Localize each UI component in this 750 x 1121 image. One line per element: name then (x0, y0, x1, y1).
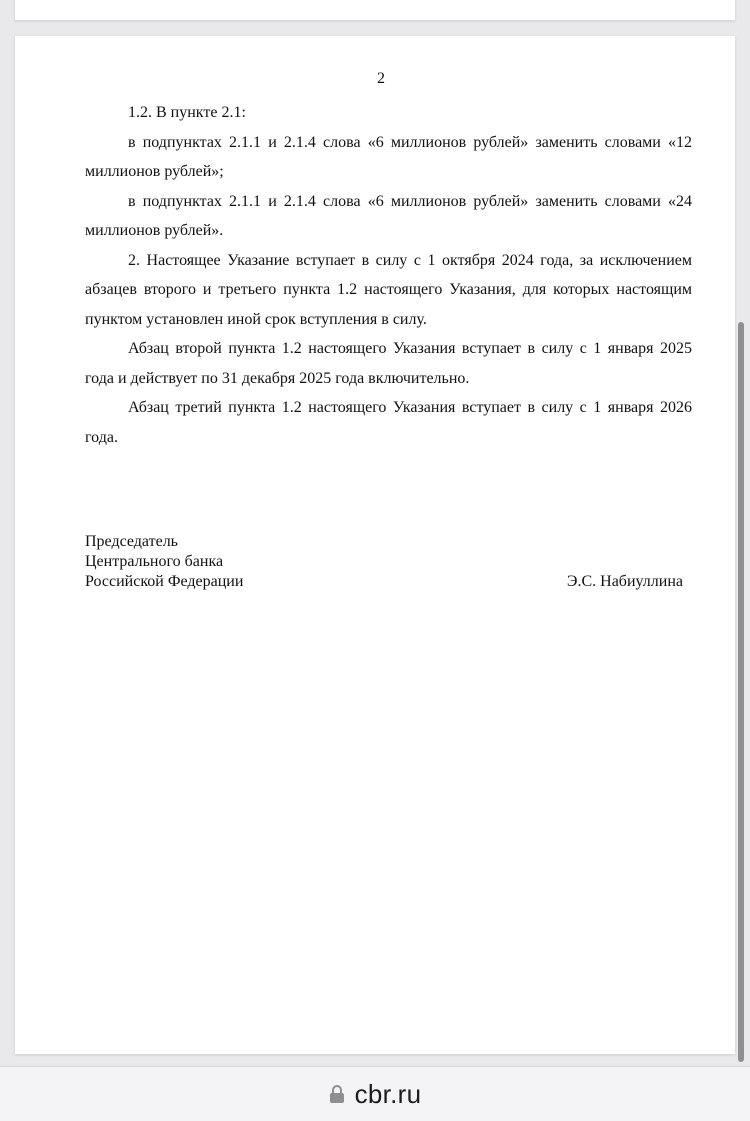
document-body (85, 98, 692, 452)
previous-page (15, 0, 735, 20)
lock-icon (329, 1084, 345, 1104)
paragraph-subpoint-24m: в подпунктах 2.1.1 и 2.1.4 слова «6 миллионов рублей» заменить словами «24 миллионов рублей». (85, 192, 692, 239)
signature-row (85, 572, 683, 592)
url-text[interactable]: cbr.ru (354, 1078, 422, 1109)
page-number: 2 (377, 70, 385, 87)
paragraph-1-2: 1.2. В пункте 2.1: (128, 104, 246, 121)
paragraph-2-effective-date: 2. Настоящее Указание вступает в силу с 1 октября 2024 года, за исключением абзацев второго и третьего пункта 1.2 настоящего Указания, для которых настоящим пунктом установлен иной срок вступления в силу. (85, 251, 692, 328)
paragraph-subpoint-12m: в подпунктах 2.1.1 и 2.1.4 слова «6 миллионов рублей» заменить словами «12 миллионов рублей»; (85, 133, 692, 180)
paragraph-second-abzac: Абзац второй пункта 1.2 настоящего Указания вступает в силу с 1 января 2025 года и действует по 31 декабря 2025 года включительно. (85, 340, 692, 387)
paragraph-third-abzac: Абзац третий пункта 1.2 настоящего Указания вступает в силу с 1 января 2026 года. (85, 399, 692, 446)
signatory-name: Э.С. Набиуллина (566, 573, 683, 590)
signature-title-line2: Центрального банка (85, 553, 224, 570)
address-bar[interactable] (0, 1066, 750, 1121)
signature-block (85, 532, 683, 592)
signature-title-line1: Председатель (85, 533, 178, 550)
signature-title-line3: Российской Федерации (85, 573, 244, 590)
scrollbar[interactable] (738, 322, 744, 1062)
